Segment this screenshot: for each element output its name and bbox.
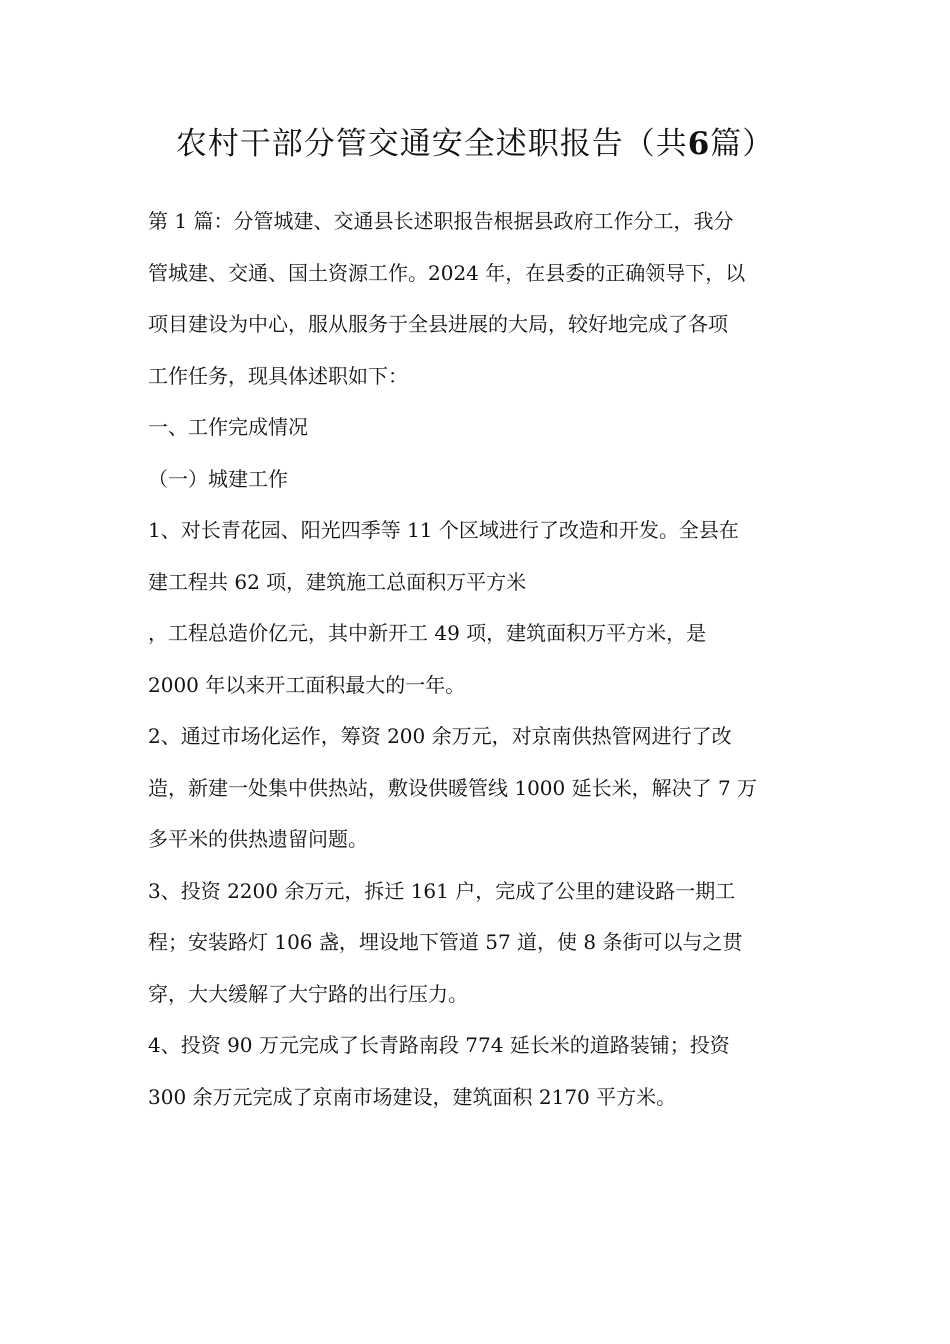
document-body	[148, 196, 808, 1123]
subsection-heading: （一）城建工作	[148, 466, 288, 491]
body-line: 300 余万元完成了京南市场建设，建筑面积 2170 平方米。	[148, 1084, 677, 1109]
body-line: ，工程总造价亿元，其中新开工 49 项，建筑面积万平方米，是	[148, 621, 707, 645]
title-text-before: 农村干部分管交通安全述职报告（共	[175, 126, 688, 162]
title-text-after: 篇）	[710, 126, 775, 162]
document-title	[0, 120, 950, 168]
body-line: 工作任务，现具体述职如下：	[148, 363, 408, 388]
body-line: 穿，大大缓解了大宁路的出行压力。	[148, 981, 468, 1006]
body-line: 3、投资 2200 余万元，拆迁 161 户，完成了公里的建设路一期工	[148, 878, 736, 903]
body-line: 多平米的供热遗留问题。	[148, 827, 368, 851]
section-heading: 一、工作完成情况	[148, 415, 308, 439]
body-line: 造，新建一处集中供热站，敷设供暖管线 1000 延长米，解决了 7 万	[148, 775, 758, 800]
body-line: 2、通过市场化运作，筹资 200 余万元，对京南供热管网进行了改	[148, 724, 732, 748]
body-line: 2000 年以来开工面积最大的一年。	[148, 672, 466, 697]
body-line: 4、投资 90 万元完成了长青路南段 774 延长米的道路装铺；投资	[148, 1033, 730, 1057]
body-line: 第 1 篇：分管城建、交通县长述职报告根据县政府工作分工，我分	[148, 209, 734, 233]
body-line: 1、对长青花园、阳光四季等 11 个区域进行了改造和开发。全县在	[148, 518, 739, 542]
body-line: 程；安装路灯 106 盏，埋设地下管道 57 道，使 8 条街可以与之贯	[148, 930, 743, 954]
body-line: 管城建、交通、国土资源工作。2024 年，在县委的正确领导下，以	[148, 260, 746, 285]
title-number: 6	[687, 126, 711, 162]
body-line: 建工程共 62 项，建筑施工总面积万平方米	[148, 569, 527, 594]
body-line: 项目建设为中心，服从服务于全县进展的大局，较好地完成了各项	[148, 312, 728, 336]
